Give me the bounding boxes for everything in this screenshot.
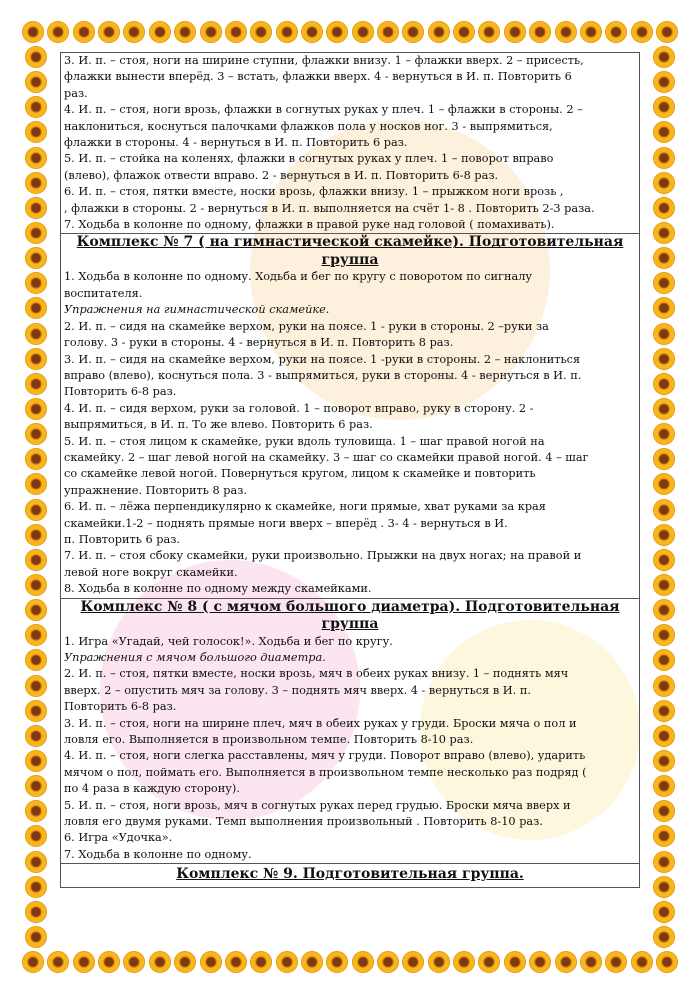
sunflower-icon	[25, 147, 47, 169]
sunflower-icon	[25, 901, 47, 923]
sunflower-icon	[149, 21, 171, 43]
text-line: раз.	[64, 86, 88, 100]
sunflower-icon	[276, 21, 298, 43]
sunflower-icon	[653, 700, 675, 722]
sunflower-icon	[22, 21, 44, 43]
sunflower-icon	[580, 21, 602, 43]
sunflower-icon	[653, 725, 675, 747]
sunflower-icon	[25, 473, 47, 495]
sunflower-icon	[25, 775, 47, 797]
text-line: мячом о пол, поймать его. Выполняется в произвольном темпе несколько раз подряд (	[64, 765, 587, 779]
sunflower-icon	[250, 951, 272, 973]
text-line: упражнение. Повторить 8 раз.	[64, 483, 247, 497]
text-line: вверх. 2 – опустить мяч за голову. 3 – поднять мяч вверх. 4 - вернуться в И. п.	[64, 683, 531, 697]
sunflower-icon	[352, 21, 374, 43]
sunflower-icon	[653, 448, 675, 470]
sunflower-icon	[301, 951, 323, 973]
sunflower-icon	[25, 700, 47, 722]
sunflower-icon	[276, 951, 298, 973]
sunflower-icon	[653, 172, 675, 194]
text-line: 6. И. п. – лёжа перпендикулярно к скамейке, ноги прямые, хват руками за края	[64, 500, 546, 514]
sunflower-icon	[653, 147, 675, 169]
text-line: 3. И. п. – сидя на скамейке верхом, руки на поясе. 1 -руки в стороны. 2 – наклониться	[64, 352, 581, 366]
sunflower-icon	[25, 800, 47, 822]
sunflower-icon	[653, 649, 675, 671]
text-line: 7. Ходьба в колонне по одному.	[64, 847, 252, 861]
text-line: 5. И. п. – стойка на коленях, флажки в согнутых руках у плеч. 1 – поворот вправо	[64, 152, 554, 166]
sunflower-icon	[25, 649, 47, 671]
sunflower-icon	[25, 499, 47, 521]
text-line: Повторить 6-8 раз.	[64, 385, 177, 399]
sunflower-icon	[402, 951, 424, 973]
text-line: 5. И. п. – стоя лицом к скамейке, руки вдоль туловища. 1 – шаг правой ногой на	[64, 434, 545, 448]
text-line: 3. И. п. – стоя, ноги на ширине ступни, флажки внизу. 1 – флажки вверх. 2 – присесть,	[64, 54, 584, 67]
sunflower-icon	[200, 951, 222, 973]
sunflower-icon	[73, 21, 95, 43]
sunflower-border-left	[22, 46, 50, 948]
sunflower-icon	[453, 21, 475, 43]
text-line: п. Повторить 6 раз.	[64, 532, 181, 546]
sunflower-icon	[428, 951, 450, 973]
sunflower-icon	[478, 951, 500, 973]
sunflower-icon	[653, 775, 675, 797]
text-line: 1. Ходьба в колонне по одному. Ходьба и бег по кругу с поворотом по сигналу	[64, 270, 533, 284]
complex9-section	[61, 864, 639, 887]
sunflower-icon	[174, 21, 196, 43]
text-line: 6. И. п. – стоя, пятки вместе, носки врозь, флажки внизу. 1 – прыжком ноги врозь ,	[64, 185, 564, 199]
text-line: вправо (влево), коснуться пола. 3 - выпрямиться, руки в стороны. 4 - вернуться в И. п.	[64, 368, 582, 382]
sunflower-icon	[653, 398, 675, 420]
sunflower-icon	[25, 96, 47, 118]
sunflower-icon	[631, 21, 653, 43]
sunflower-icon	[25, 398, 47, 420]
text-line: наклониться, коснуться палочками флажков пола у носков ног. 3 - выпрямиться,	[64, 119, 553, 133]
text-line: 5. И. п. – стоя, ноги врозь, мяч в согнутых руках перед грудью. Броски мяча вверх и	[64, 798, 571, 812]
sunflower-icon	[377, 951, 399, 973]
text-line: скамейку. 2 – шаг левой ногой на скамейку. 3 – шаг со скамейки правой ногой. 4 – шаг	[64, 450, 589, 464]
sunflower-icon	[123, 21, 145, 43]
sunflower-icon	[653, 297, 675, 319]
sunflower-icon	[301, 21, 323, 43]
sunflower-icon	[653, 926, 675, 948]
sunflower-icon	[653, 71, 675, 93]
sunflower-icon	[653, 96, 675, 118]
sunflower-icon	[25, 46, 47, 68]
text-line: 7. И. п. – стоя сбоку скамейки, руки произвольно. Прыжки на двух ногах; на правой и	[64, 549, 582, 563]
sunflower-icon	[377, 21, 399, 43]
text-line: скамейки.1-2 – поднять прямые ноги вверх – вперёд . 3- 4 - вернуться в И.	[64, 516, 508, 530]
sunflower-icon	[653, 750, 675, 772]
sunflower-icon	[580, 951, 602, 973]
complex7-title: Комплекс № 7 ( на гимнастической скамейке). Подготовительная	[76, 234, 624, 251]
sunflower-icon	[25, 348, 47, 370]
sunflower-icon	[25, 272, 47, 294]
text-line: 1. Игра «Угадай, чей голосок!». Ходьба и бег по кругу.	[64, 634, 393, 648]
text-line: 4. И. п. – стоя, ноги врозь, флажки в согнутых руках у плеч. 1 – флажки в стороны. 2 –	[64, 103, 583, 117]
complex8-title: Комплекс № 8 ( с мячом большого диаметра). Подготовительная	[80, 598, 620, 615]
sunflower-icon	[25, 247, 47, 269]
text-line: 6. Игра «Удочка».	[64, 831, 173, 845]
sunflower-icon	[326, 21, 348, 43]
sunflower-icon	[25, 851, 47, 873]
sunflower-icon	[529, 21, 551, 43]
sunflower-icon	[25, 675, 47, 697]
text-line: , флажки в стороны. 2 - вернуться в И. п. выполняется на счёт 1- 8 . Повторить 2-3 раза.	[64, 201, 595, 215]
sunflower-icon	[25, 197, 47, 219]
sunflower-icon	[25, 297, 47, 319]
complex7-section	[61, 234, 639, 598]
sunflower-icon	[25, 825, 47, 847]
complex6-continuation	[61, 53, 639, 234]
sunflower-icon	[453, 951, 475, 973]
complex8-section	[61, 599, 639, 865]
sunflower-icon	[653, 549, 675, 571]
sunflower-icon	[653, 599, 675, 621]
sunflower-icon	[653, 423, 675, 445]
text-line: ловля его. Выполняется в произвольном темпе. Повторить 8-10 раз.	[64, 733, 474, 747]
sunflower-icon	[200, 21, 222, 43]
sunflower-icon	[402, 21, 424, 43]
sunflower-icon	[653, 121, 675, 143]
sunflower-icon	[25, 599, 47, 621]
text-line: со скамейке левой ногой. Повернуться кругом, лицом к скамейке и повторить	[64, 467, 536, 481]
sunflower-icon	[25, 549, 47, 571]
sunflower-icon	[653, 675, 675, 697]
sunflower-icon	[504, 951, 526, 973]
sunflower-icon	[25, 121, 47, 143]
text-line: воспитателя.	[64, 286, 143, 300]
sunflower-icon	[605, 21, 627, 43]
sunflower-icon	[25, 323, 47, 345]
text-line: левой ноге вокруг скамейки.	[64, 565, 238, 579]
sunflower-icon	[25, 750, 47, 772]
sunflower-icon	[47, 21, 69, 43]
sunflower-icon	[631, 951, 653, 973]
sunflower-border-bottom	[22, 948, 678, 976]
text-line: голову. 3 - руки в стороны. 4 - вернуться в И. п. Повторить 8 раз.	[64, 336, 454, 350]
text-line: ловля его двумя руками. Темп выполнения произвольный . Повторить 8-10 раз.	[64, 815, 543, 829]
sunflower-icon	[653, 373, 675, 395]
sunflower-icon	[653, 574, 675, 596]
text-line: 4. И. п. – стоя, ноги слегка расставлены, мяч у груди. Поворот вправо (влево), ударить	[64, 749, 586, 763]
sunflower-icon	[225, 951, 247, 973]
sunflower-icon	[352, 951, 374, 973]
sunflower-icon	[605, 951, 627, 973]
sunflower-icon	[653, 247, 675, 269]
sunflower-icon	[98, 951, 120, 973]
sunflower-icon	[653, 624, 675, 646]
sunflower-icon	[653, 901, 675, 923]
sunflower-icon	[653, 800, 675, 822]
sunflower-icon	[653, 825, 675, 847]
text-line: выпрямиться, в И. п. То же влево. Повторить 6 раз.	[64, 418, 373, 432]
exercise-table	[60, 52, 640, 888]
text-line: Повторить 6-8 раз.	[64, 700, 177, 714]
sunflower-border-top	[22, 18, 678, 46]
sunflower-icon	[174, 951, 196, 973]
sunflower-icon	[123, 951, 145, 973]
sunflower-icon	[653, 197, 675, 219]
text-line: 3. И. п. – стоя, ноги на ширине плеч, мяч в обеих руках у груди. Броски мяча о пол и	[64, 716, 577, 730]
sunflower-icon	[25, 725, 47, 747]
sunflower-icon	[504, 21, 526, 43]
sunflower-icon	[25, 423, 47, 445]
sunflower-icon	[326, 951, 348, 973]
sunflower-icon	[653, 499, 675, 521]
text-line: 7. Ходьба в колонне по одному, флажки в правой руке над головой ( помахивать).	[64, 218, 555, 232]
complex8-title-group: группа	[321, 616, 379, 633]
sunflower-icon	[25, 448, 47, 470]
sunflower-icon	[98, 21, 120, 43]
sunflower-icon	[73, 951, 95, 973]
sunflower-icon	[428, 21, 450, 43]
sunflower-icon	[656, 21, 678, 43]
sunflower-icon	[149, 951, 171, 973]
text-line: (влево), флажок отвести вправо. 2 - вернуться в И. п. Повторить 6-8 раз.	[64, 168, 499, 182]
sunflower-icon	[478, 21, 500, 43]
sunflower-icon	[25, 524, 47, 546]
sunflower-icon	[529, 951, 551, 973]
sunflower-icon	[25, 574, 47, 596]
subheading-line: Упражнения на гимнастической скамейке.	[64, 303, 330, 317]
sunflower-border-right	[650, 46, 678, 948]
sunflower-icon	[653, 851, 675, 873]
text-line: флажки вынести вперёд. 3 – встать, флажки вверх. 4 - вернуться в И. п. Повторить 6	[64, 70, 572, 84]
sunflower-icon	[25, 172, 47, 194]
text-line: по 4 раза в каждую сторону).	[64, 782, 240, 796]
sunflower-icon	[653, 473, 675, 495]
sunflower-icon	[25, 876, 47, 898]
text-line: 2. И. п. – стоя, пятки вместе, носки врозь, мяч в обеих руках внизу. 1 – поднять мяч	[64, 667, 569, 681]
sunflower-icon	[25, 373, 47, 395]
sunflower-icon	[653, 272, 675, 294]
text-line: 4. И. п. – сидя верхом, руки за головой. 1 – поворот вправо, руку в сторону. 2 -	[64, 401, 534, 415]
sunflower-icon	[25, 222, 47, 244]
sunflower-icon	[22, 951, 44, 973]
sunflower-icon	[653, 876, 675, 898]
sunflower-icon	[653, 46, 675, 68]
sunflower-icon	[25, 624, 47, 646]
sunflower-icon	[25, 71, 47, 93]
subheading-line: Упражнения с мячом большого диаметра.	[64, 651, 326, 664]
text-line: флажки в стороны. 4 - вернуться в И. п. Повторить 6 раз.	[64, 136, 408, 150]
complex9-title: Комплекс № 9. Подготовительная группа.	[176, 866, 524, 883]
complex7-title-group: группа	[321, 251, 379, 268]
sunflower-icon	[656, 951, 678, 973]
sunflower-icon	[225, 21, 247, 43]
sunflower-icon	[653, 348, 675, 370]
text-line: 8. Ходьба в колонне по одному между скамейками.	[64, 582, 372, 596]
sunflower-icon	[653, 222, 675, 244]
sunflower-icon	[653, 323, 675, 345]
sunflower-icon	[25, 926, 47, 948]
sunflower-icon	[555, 21, 577, 43]
sunflower-icon	[47, 951, 69, 973]
sunflower-icon	[555, 951, 577, 973]
sunflower-icon	[250, 21, 272, 43]
sunflower-icon	[653, 524, 675, 546]
text-line: 2. И. п. – сидя на скамейке верхом, руки на поясе. 1 - руки в стороны. 2 –руки за	[64, 319, 549, 333]
